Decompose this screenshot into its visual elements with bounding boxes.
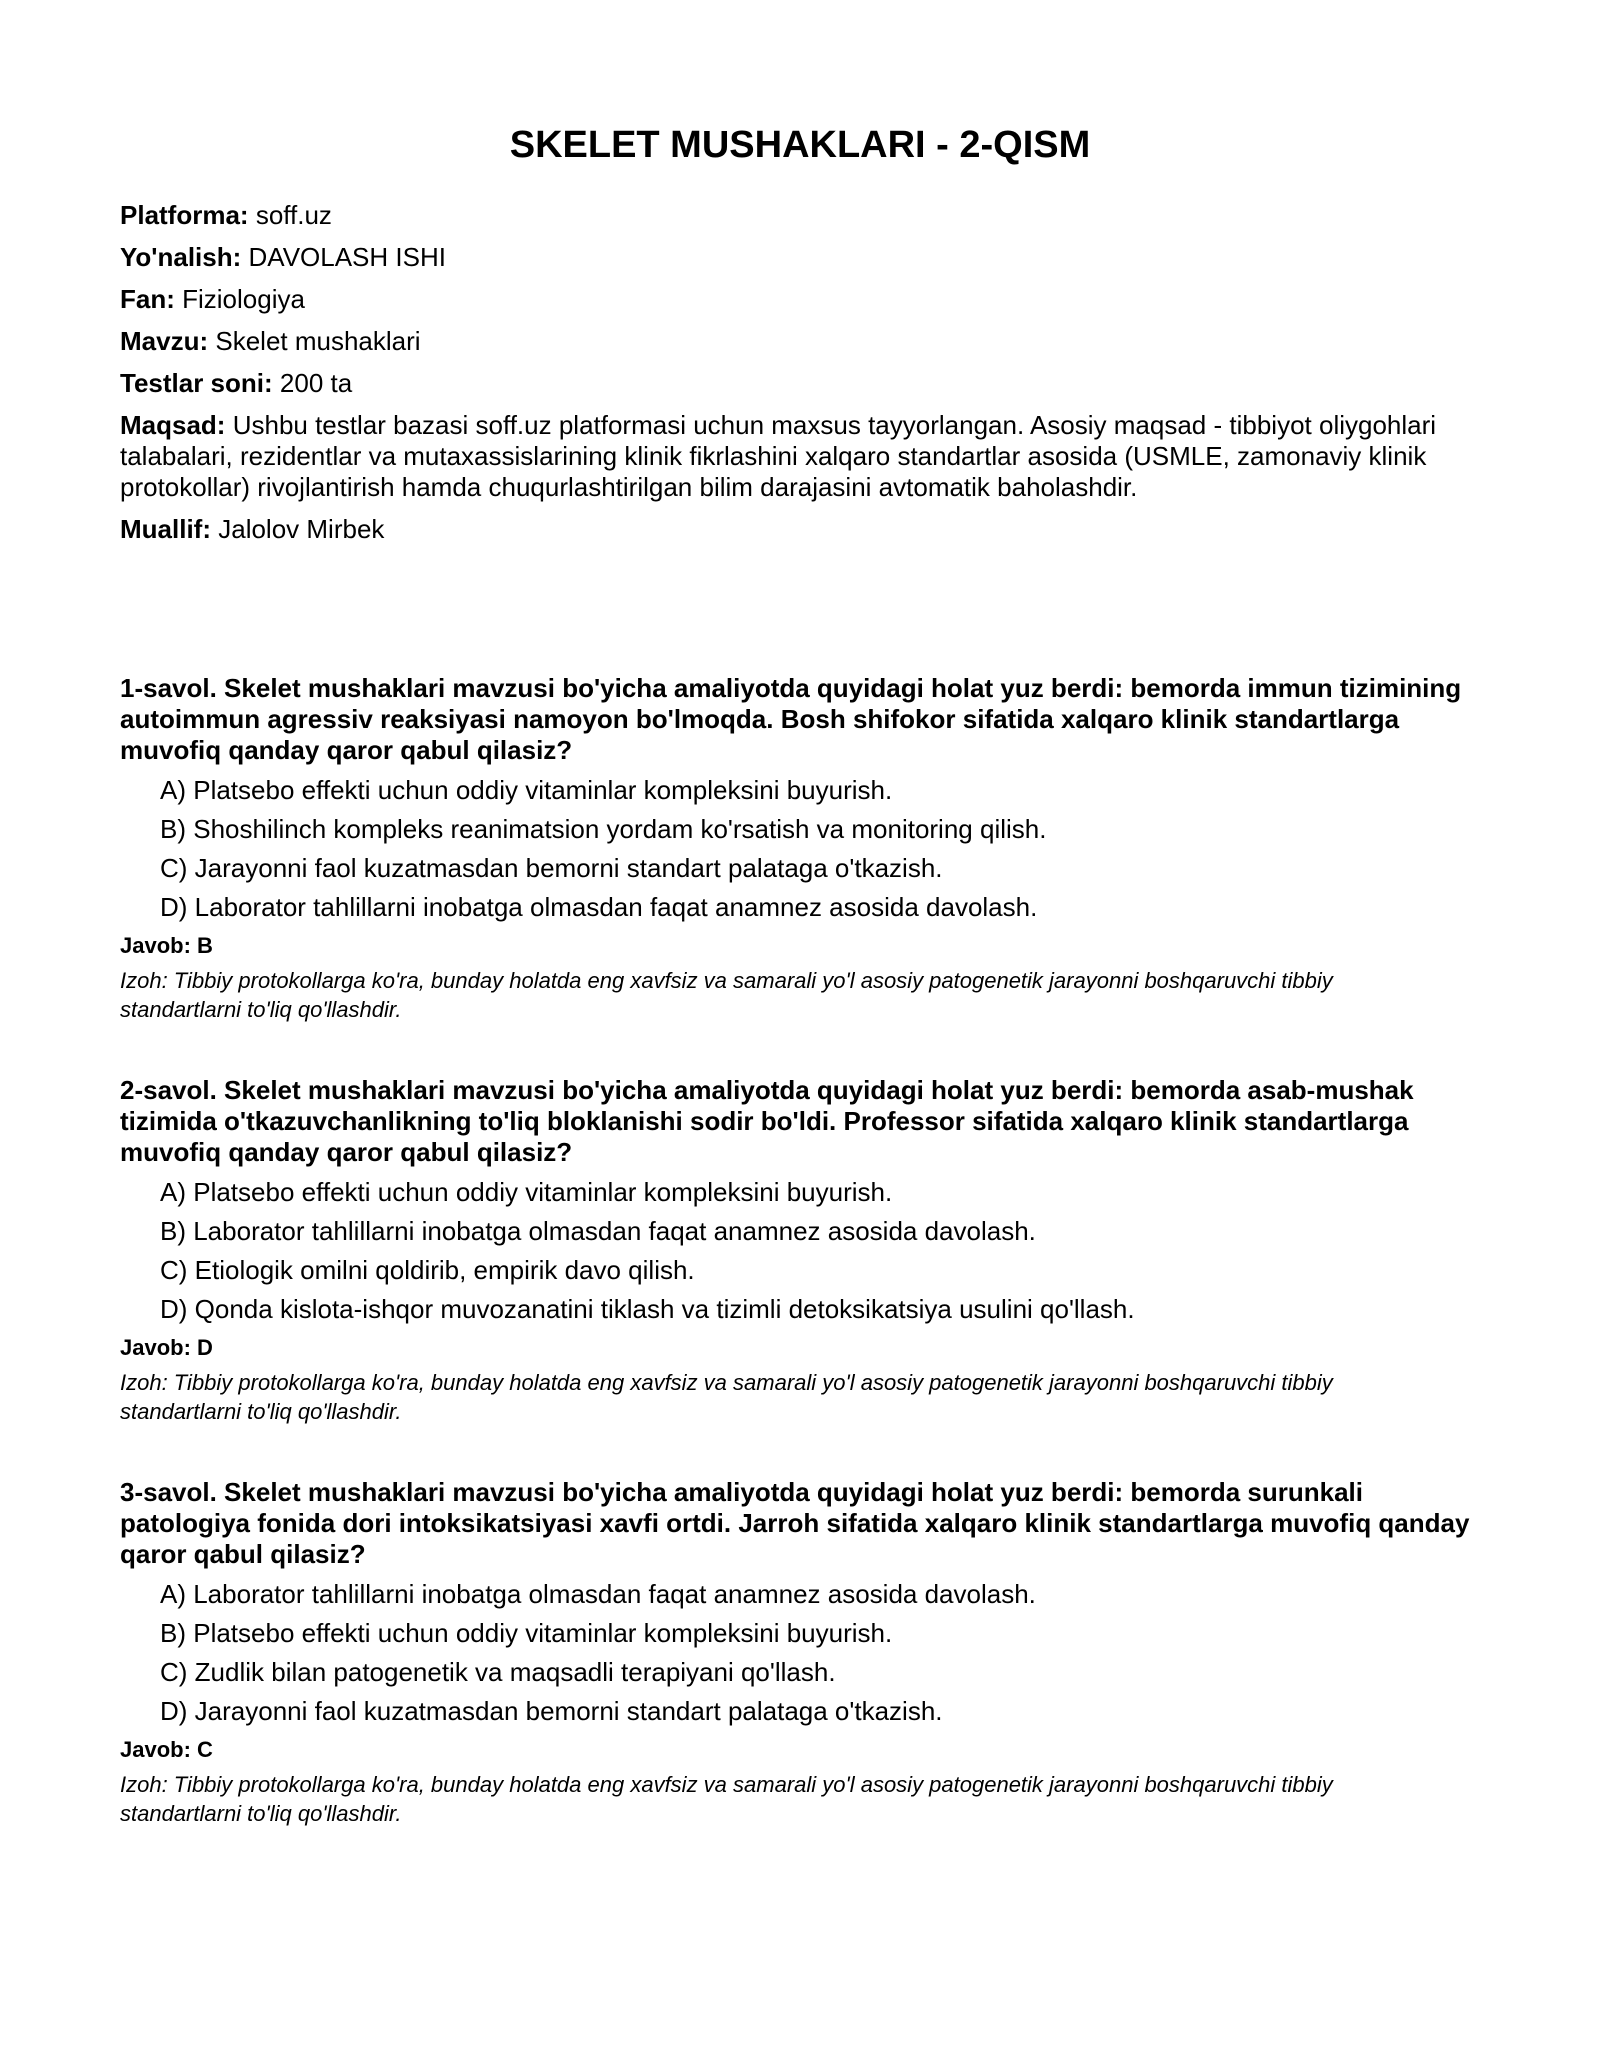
question-text: 3-savol. Skelet mushaklari mavzusi bo'yicha amaliyotda quyidagi holat yuz berdi: bemorda surunkali patologiya fonida dori intoksikatsiyasi xavfi ortdi. Jarroh sifatida xalqaro klinik standartlarga muvofiq qanday qaror qabul qilasiz?: [120, 1477, 1470, 1569]
option-d: D) Jarayonni faol kuzatmasdan bemorni standart palataga o'tkazish.: [160, 1696, 943, 1726]
meta-label: Fan:: [120, 284, 175, 314]
explanation-note: Izoh: Tibbiy protokollarga ko'ra, bunday holatda eng xavfsiz va samarali yo'l asosiy patogenetik jarayonni boshqaruvchi tibbiy standartlarni to'liq qo'llashdir.: [120, 968, 1333, 1022]
option-a: A) Laborator tahlillarni inobatga olmasdan faqat anamnez asosida davolash.: [160, 1579, 1036, 1609]
option-b: B) Laborator tahlillarni inobatga olmasdan faqat anamnez asosida davolash.: [160, 1216, 1036, 1246]
document-meta: [120, 200, 1480, 556]
meta-value: DAVOLASH ISHI: [248, 242, 446, 272]
option-list: [120, 1177, 1480, 1325]
option-a: A) Platsebo effekti uchun oddiy vitaminlar kompleksini buyurish.: [160, 775, 893, 805]
question-text: 2-savol. Skelet mushaklari mavzusi bo'yicha amaliyotda quyidagi holat yuz berdi: bemorda asab-mushak tizimida o'tkazuvchanlikning to'liq bloklanishi sodir bo'ldi. Professor sifatida xalqaro klinik standartlarga muvofiq qanday qaror qabul qilasiz?: [120, 1075, 1414, 1167]
meta-topic: [120, 326, 1480, 357]
option-c: C) Etiologik omilni qoldirib, empirik davo qilish.: [160, 1255, 695, 1285]
meta-value: Fiziologiya: [182, 284, 305, 314]
option-b: B) Platsebo effekti uchun oddiy vitaminlar kompleksini buyurish.: [160, 1618, 893, 1648]
meta-label: Maqsad:: [120, 410, 226, 440]
answer-text: Javob: C: [120, 1737, 213, 1762]
meta-label: Mavzu:: [120, 326, 209, 356]
meta-value: Ushbu testlar bazasi soff.uz platformasi uchun maxsus tayyorlangan. Asosiy maqsad - tibbiyot oliygohlari talabalari, rezidentlar va mutaxassislarining klinik fikrlashini xalqaro standartlar asosida (USMLE, zamonaviy klinik protokollar) rivojlantirish hamda chuqurlashtirilgan bilim darajasini avtomatik baholashdir.: [120, 410, 1437, 502]
meta-label: Yo'nalish:: [120, 242, 242, 272]
answer-text: Javob: B: [120, 933, 213, 958]
meta-value: Jalolov Mirbek: [218, 514, 385, 544]
option-c: C) Zudlik bilan patogenetik va maqsadli terapiyani qo'llash.: [160, 1657, 836, 1687]
option-list: [120, 1579, 1480, 1727]
meta-platform: [120, 200, 1480, 231]
meta-goal: [120, 410, 1480, 503]
explanation-note: Izoh: Tibbiy protokollarga ko'ra, bunday holatda eng xavfsiz va samarali yo'l asosiy patogenetik jarayonni boshqaruvchi tibbiy standartlarni to'liq qo'llashdir.: [120, 1772, 1333, 1826]
option-a: A) Platsebo effekti uchun oddiy vitaminlar kompleksini buyurish.: [160, 1177, 893, 1207]
meta-value: Skelet mushaklari: [215, 326, 421, 356]
meta-test-count: [120, 368, 1480, 399]
meta-author: [120, 514, 1480, 545]
meta-direction: [120, 242, 1480, 273]
question-item: [120, 673, 1480, 1024]
option-d: D) Laborator tahlillarni inobatga olmasdan faqat anamnez asosida davolash.: [160, 892, 1038, 922]
option-c: C) Jarayonni faol kuzatmasdan bemorni standart palataga o'tkazish.: [160, 853, 943, 883]
explanation-note: Izoh: Tibbiy protokollarga ko'ra, bunday holatda eng xavfsiz va samarali yo'l asosiy patogenetik jarayonni boshqaruvchi tibbiy standartlarni to'liq qo'llashdir.: [120, 1370, 1333, 1424]
document-title: SKELET MUSHAKLARI - 2-QISM: [509, 124, 1091, 166]
answer-text: Javob: D: [120, 1335, 213, 1360]
meta-value: 200 ta: [279, 368, 353, 398]
question-item: [120, 1477, 1480, 1828]
meta-label: Testlar soni:: [120, 368, 273, 398]
question-list: [120, 673, 1480, 1879]
option-list: [120, 775, 1480, 923]
question-text: 1-savol. Skelet mushaklari mavzusi bo'yicha amaliyotda quyidagi holat yuz berdi: bemorda immun tizimining autoimmun agressiv reaksiyasi namoyon bo'lmoqda. Bosh shifokor sifatida xalqaro klinik standartlarga muvofiq qanday qaror qabul qilasiz?: [120, 673, 1462, 765]
meta-subject: [120, 284, 1480, 315]
option-d: D) Qonda kislota-ishqor muvozanatini tiklash va tizimli detoksikatsiya usulini qo'llash.: [160, 1294, 1135, 1324]
meta-label: Platforma:: [120, 200, 249, 230]
option-b: B) Shoshilinch kompleks reanimatsion yordam ko'rsatish va monitoring qilish.: [160, 814, 1047, 844]
meta-value: soff.uz: [255, 200, 332, 230]
question-item: [120, 1075, 1480, 1426]
meta-label: Muallif:: [120, 514, 211, 544]
